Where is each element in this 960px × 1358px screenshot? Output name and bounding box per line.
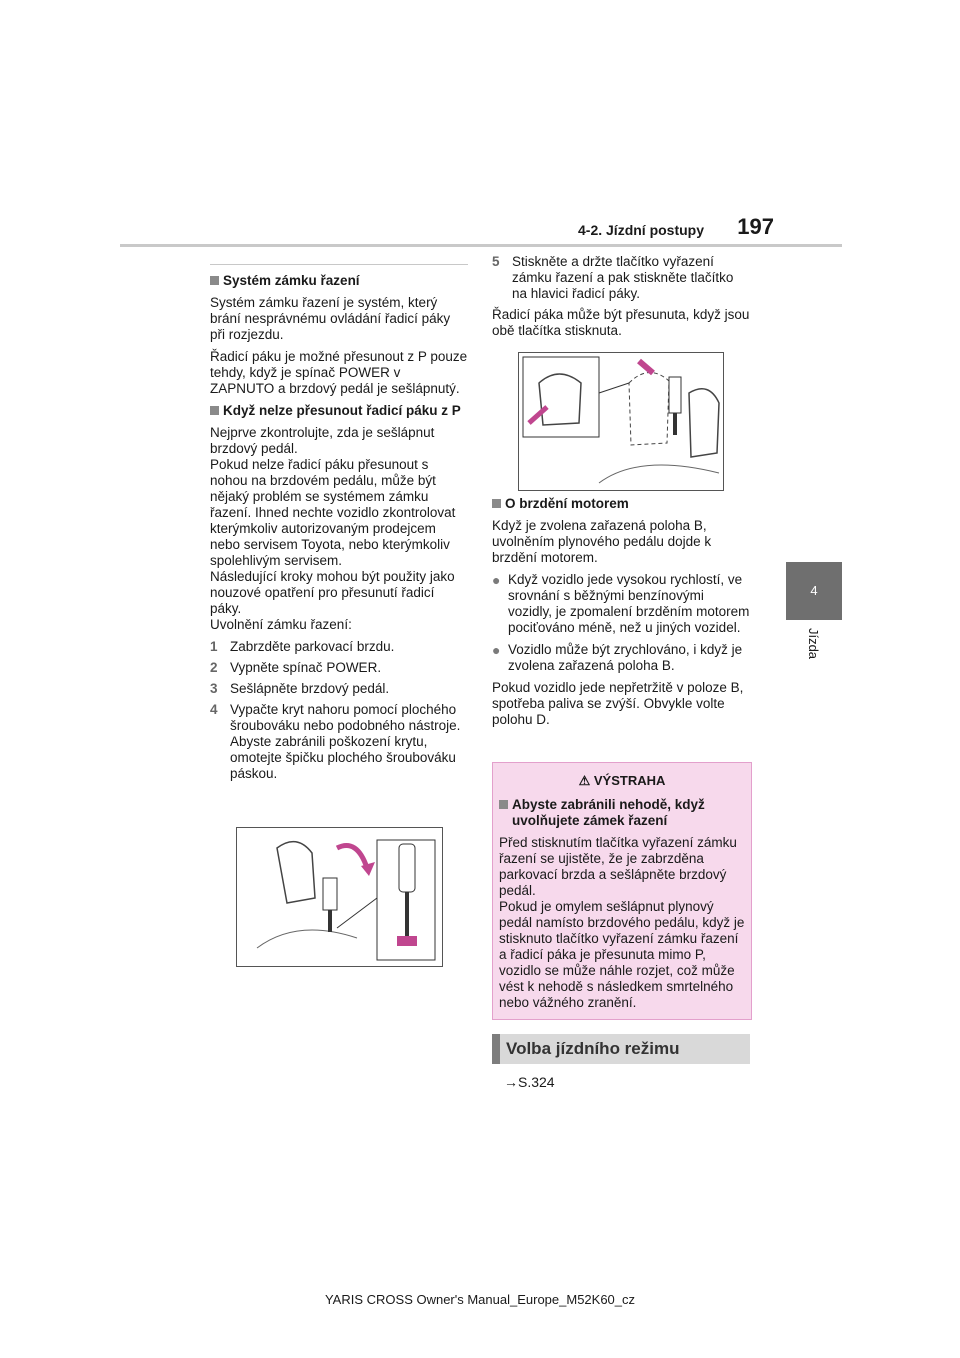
- square-bullet-icon: [499, 800, 508, 809]
- square-bullet-icon: [210, 406, 219, 415]
- paragraph: Následující kroky mohou být použity jako nouzové opatření pro přesunutí řadicí páky.: [210, 569, 455, 616]
- page-reference-link[interactable]: →S.324: [504, 1074, 555, 1090]
- paragraph: Pokud nelze řadicí páku přesunout s nohou na brzdovém pedálu, může být nějaký problém se systémem zámku řazení. Ihned nechte vozidlo zkontrolovat kterýmkoliv autorizovaným prodejcem nebo servisem Toyota, nebo kterýmkoliv spolehlivým servisem.: [210, 457, 456, 568]
- shift-lever-illustration: [519, 353, 723, 490]
- step-5: 5 Stiskněte a držte tlačítko vyřazení zámku řazení a pak stiskněte tlačítko na hlavici řadicí páky.: [492, 254, 734, 301]
- chapter-label: Jízda: [806, 627, 822, 660]
- paragraph: Řadicí páku je možné přesunout z P pouze tehdy, když je spínač POWER v ZAPNUTO a brzdový pedál je sešlápnutý.: [210, 349, 468, 396]
- paragraph: Systém zámku řazení je systém, který brání nesprávnému ovládání řadicí páky při rozjezdu.: [210, 295, 451, 342]
- heading-engine-braking: O brzdění motorem: [492, 496, 750, 512]
- header-divider: [120, 244, 842, 247]
- page-number: 197: [737, 214, 774, 239]
- square-bullet-icon: [492, 499, 501, 508]
- paragraph: Uvolnění zámku řazení:: [210, 617, 352, 632]
- warning-box: [492, 762, 752, 1020]
- heading-shift-lock: Systém zámku řazení: [210, 273, 468, 289]
- warning-heading: Abyste zabránili nehodě, když uvolňujete zámek řazení: [499, 797, 745, 829]
- footer-text: YARIS CROSS Owner's Manual_Europe_M52K60_cz: [324, 1292, 636, 1307]
- step-4: 4 Vypačte kryt nahoru pomocí plochého šroubováku nebo podobného nástroje. Abyste zabránili poškození krytu, omotejte špičku plochého šroubováku páskou.: [210, 702, 461, 781]
- figure-pry-cover: [236, 827, 443, 967]
- right-column-lower: [492, 496, 750, 734]
- square-bullet-icon: [210, 276, 219, 285]
- screwdriver-illustration: [237, 828, 442, 966]
- warning-paragraph: Před stisknutím tlačítka vyřazení zámku řazení se ujistěte, že je zabrzděna parkovací brzda a sešlápněte brzdový pedál.: [499, 835, 737, 898]
- warning-body: [493, 789, 751, 1011]
- circle-bullet-icon: ●: [492, 642, 501, 658]
- paragraph: Řadicí páka může být přesunuta, když jsou obě tlačítka stisknuta.: [492, 307, 750, 338]
- section-title: 4-2. Jízdní postupy: [578, 222, 705, 238]
- circle-bullet-icon: ●: [492, 572, 501, 588]
- figure-release-button: [518, 352, 724, 491]
- step-2: 2 Vypněte spínač POWER.: [210, 660, 382, 675]
- warning-paragraph: Pokud je omylem sešlápnut plynový pedál namísto brzdového pedálu, když je stisknuto tlačítko vyřazení zámku řazení a řadicí páka je přesunuta mimo P, vozidlo se může náhle rozjet, což může vést k nehodě s následkem smrtelného nebo vážného zranění.: [499, 899, 745, 1010]
- heading-accent-bar: [492, 1034, 500, 1064]
- chapter-tab: 4: [786, 562, 842, 620]
- step-3: 3 Sešlápněte brzdový pedál.: [210, 681, 390, 696]
- paragraph: Když je zvolena zařazená poloha B, uvolněním plynového pedálu dojde k brzdění motorem.: [492, 518, 712, 565]
- bullet-item: ● Vozidlo může být zrychlováno, i když je zvolena zařazená poloha B.: [492, 642, 743, 673]
- section-heading-drive-mode: Volba jízdního režimu: [492, 1034, 750, 1064]
- divider: [210, 264, 468, 265]
- warning-title: ⚠ VÝSTRAHA: [578, 773, 666, 788]
- left-column: [210, 264, 468, 787]
- bullet-item: ● Když vozidlo jede vysokou rychlostí, ve srovnání s běžnými benzínovými vozidly, je zpomalení brzděním motorem pociťováno méně, než u jiných vozidel.: [492, 572, 750, 635]
- paragraph: Nejprve zkontrolujte, zda je sešlápnut brzdový pedál.: [210, 425, 435, 456]
- right-column: [492, 254, 750, 345]
- warning-triangle-icon: ⚠: [578, 773, 591, 788]
- paragraph: Pokud vozidlo jede nepřetržitě v poloze B, spotřeba paliva se zvýší. Obvykle volte polohu D.: [492, 680, 744, 727]
- step-1: 1 Zabrzděte parkovací brzdu.: [210, 639, 395, 654]
- heading-cannot-shift: Když nelze přesunout řadicí páku z P: [210, 403, 468, 419]
